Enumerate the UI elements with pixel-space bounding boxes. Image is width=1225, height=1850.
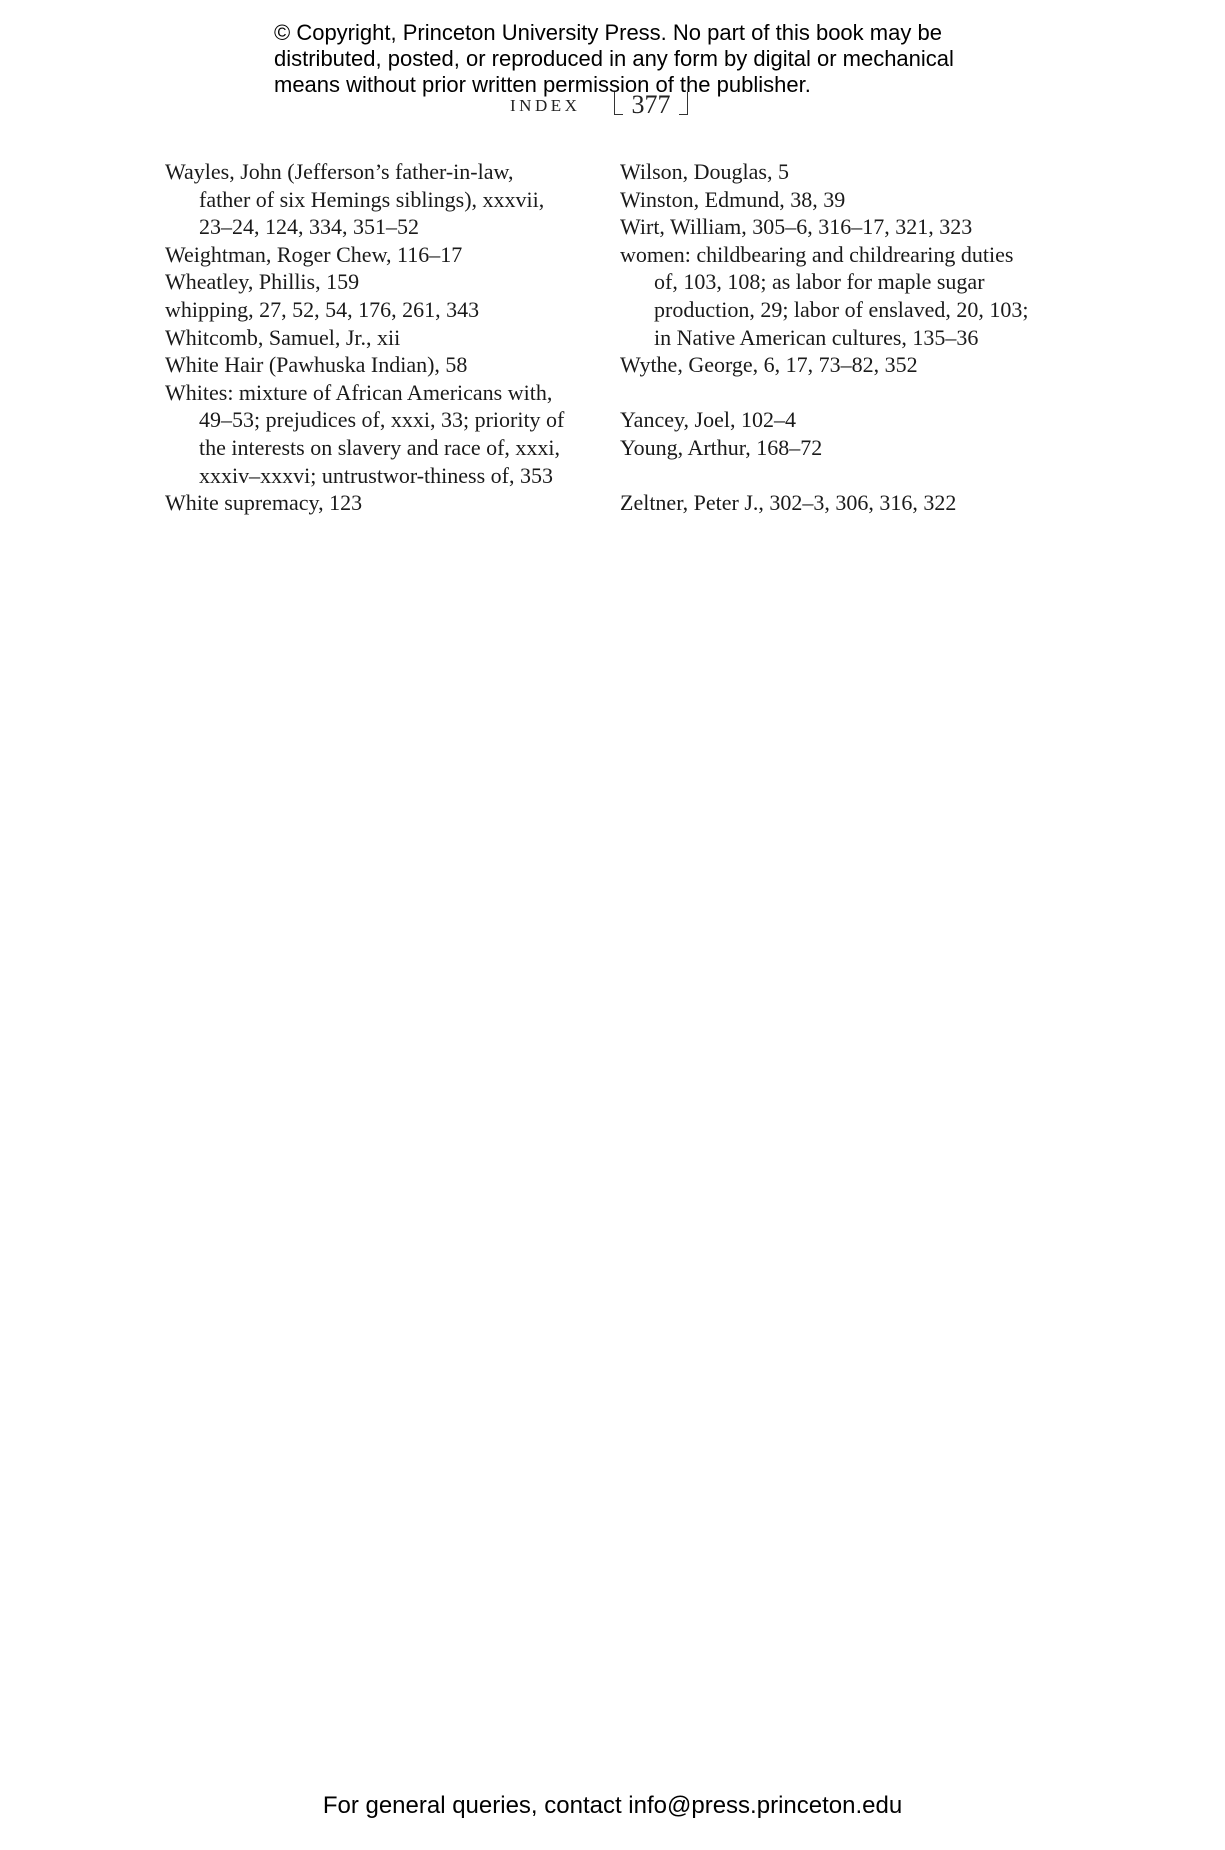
index-entry: women: childbearing and childrearing duties of, 103, 108; as labor for maple sugar production, 29; labor of enslaved, 20, 103; in Native American cultures, 135–36: [620, 241, 1029, 350]
index-column-right: [620, 158, 1040, 517]
index-entry: whipping, 27, 52, 54, 176, 261, 343: [165, 296, 480, 322]
index-entry: Yancey, Joel, 102–4: [620, 407, 796, 433]
letter-group-gap: [620, 462, 1040, 490]
index-entry: Wythe, George, 6, 17, 73–82, 352: [620, 352, 918, 378]
copyright-line: means without prior written permission of the publisher.: [274, 72, 811, 97]
footer-contact: [0, 1792, 1225, 1820]
footer-text: For general queries, contact info@press.princeton.edu: [322, 1792, 903, 1819]
copyright-line: distributed, posted, or reproduced in any form by digital or mechanical: [274, 46, 954, 71]
index-entry: Whites: mixture of African Americans with, 49–53; prejudices of, xxxi, 33; priority of the interests on slavery and race of, xxxi, xxxiv–xxxvi; untrustwor-thiness of, 353: [165, 379, 565, 488]
index-entry: Young, Arthur, 168–72: [620, 434, 823, 460]
index-entry: Whitcomb, Samuel, Jr., xii: [165, 324, 401, 350]
copyright-notice: [274, 20, 994, 98]
running-head-label: INDEX: [510, 96, 581, 115]
index-entry: Wilson, Douglas, 5: [620, 159, 789, 184]
index-entry: Wayles, John (Jefferson’s father-in-law, father of six Hemings siblings), xxxvii, 23–24, 124, 334, 351–52: [165, 159, 545, 240]
page-number: [614, 92, 688, 120]
page-number-value: 377: [631, 90, 671, 119]
index-entry: Wirt, William, 305–6, 316–17, 321, 323: [620, 214, 973, 240]
index-entry: Wheatley, Phillis, 159: [165, 269, 360, 295]
bracket-right: [679, 92, 688, 115]
index-entry: White supremacy, 123: [165, 490, 363, 516]
copyright-line: © Copyright, Princeton University Press. No part of this book may be: [274, 20, 942, 45]
index-entry: White Hair (Pawhuska Indian), 58: [165, 352, 468, 378]
index-column-left: [165, 158, 570, 517]
letter-group-gap: [620, 379, 1040, 407]
index-entry: Weightman, Roger Chew, 116–17: [165, 241, 463, 267]
index-entry: Zeltner, Peter J., 302–3, 306, 316, 322: [620, 490, 957, 516]
index-entry: Winston, Edmund, 38, 39: [620, 186, 846, 212]
bracket-left: [614, 92, 623, 115]
